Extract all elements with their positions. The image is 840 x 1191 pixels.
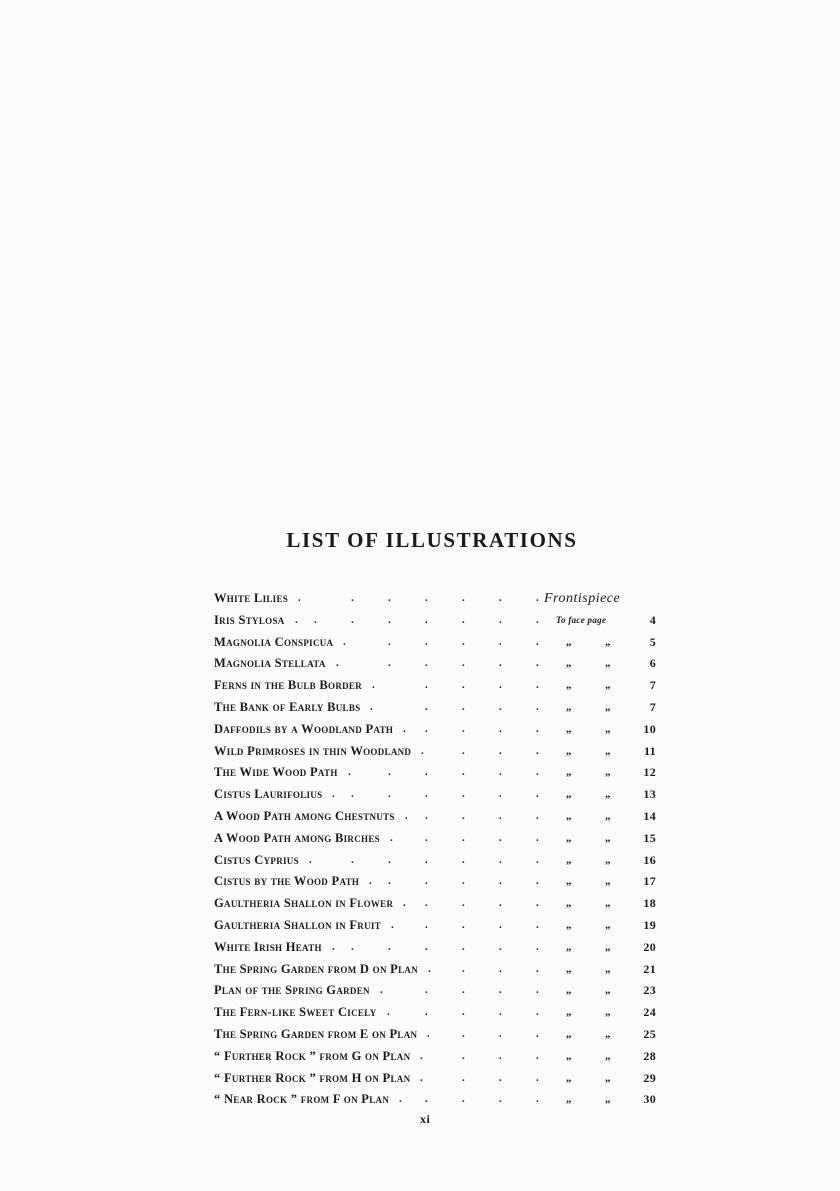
ditto-mark: „ [566,940,572,953]
leader-dot: . [332,788,336,801]
leader-dot: . [536,918,540,931]
ditto-mark: „ [605,918,611,931]
illustration-title: Iris Stylosa [214,612,285,627]
leader-dot: . [499,679,503,692]
illustration-entry [214,1046,656,1068]
illustration-entry [214,1089,656,1111]
dot-leader [214,1002,544,1024]
leader-dot: . [421,744,425,757]
illustration-entry [214,675,656,697]
leader-dot: . [462,1006,466,1019]
leader-dot: . [499,766,503,779]
page-number: 11 [644,743,656,758]
leader-dot: . [536,1027,540,1040]
leader-dot: . [351,613,355,626]
page-number: 12 [643,765,656,780]
page-number: 20 [643,939,656,954]
illustration-title: The Spring Garden from D on Plan [214,961,419,976]
ditto-mark: „ [605,962,611,975]
leader-dot: . [420,1049,424,1062]
illustration-entry [214,784,656,806]
dot-leader [214,806,544,828]
page-number: 19 [643,917,656,932]
illustration-entry [214,806,656,828]
leader-dot: . [298,592,302,604]
leader-dot: . [425,613,429,626]
leader-dot: . [332,940,336,953]
page-title: LIST OF ILLUSTRATIONS [286,528,578,552]
ditto-mark: „ [566,875,572,888]
leader-dot: . [369,875,373,888]
page-number: 10 [643,721,656,736]
leader-dot: . [462,635,466,648]
leader-dot: . [536,962,540,975]
leader-dot: . [425,722,429,735]
leader-dot: . [351,853,355,866]
leader-dot: . [370,700,374,713]
ditto-mark: „ [566,766,572,779]
leader-dot: . [388,766,392,779]
to-face-page-label: To face page [556,614,607,625]
ditto-mark: „ [566,831,572,844]
ditto-mark: „ [566,897,572,910]
illustration-entry [214,871,656,893]
ditto-mark: „ [605,853,611,866]
ditto-mark: „ [605,766,611,779]
leader-dot: . [499,918,503,931]
leader-dot: . [425,592,429,604]
dot-leader [214,1046,544,1068]
illustration-title: The Fern-like Sweet Cicely [214,1005,377,1020]
ditto-mark: „ [566,984,572,997]
page-number: 15 [643,830,656,845]
leader-dot: . [499,1093,503,1106]
ditto-mark: „ [605,744,611,757]
leader-dot: . [388,788,392,801]
page-number: 7 [649,678,656,693]
illustration-entry [214,741,656,763]
leader-dot: . [462,700,466,713]
leader-dot: . [536,875,540,888]
leader-dot: . [462,679,466,692]
page-number: 16 [643,852,656,867]
dot-leader [214,741,544,763]
dot-leader [214,937,544,959]
leader-dot: . [343,635,347,648]
leader-dot: . [536,788,540,801]
leader-dot: . [499,1049,503,1062]
leader-dot: . [425,984,429,997]
illustration-title: The Wide Wood Path [214,765,338,780]
leader-dot: . [462,918,466,931]
ditto-mark: „ [566,722,572,735]
illustration-title: Cistus Laurifolius [214,787,323,802]
leader-dot: . [536,984,540,997]
leader-dot: . [425,766,429,779]
page-number: 7 [649,699,656,714]
leader-dot: . [351,788,355,801]
ditto-mark: „ [566,788,572,801]
leader-dot: . [314,613,318,626]
page-number: 21 [643,961,656,976]
ditto-mark: „ [605,831,611,844]
page-number: 24 [643,1005,656,1020]
ditto-mark: „ [566,744,572,757]
illustration-entry [214,1024,656,1046]
leader-dot: . [462,984,466,997]
leader-dot: . [388,940,392,953]
leader-dot: . [425,897,429,910]
dot-leader [214,653,544,675]
leader-dot: . [309,853,313,866]
leader-dot: . [462,809,466,822]
frontispiece-label: Frontispiece [544,591,621,606]
illustration-title: “ Near Rock ” from F on Plan [214,1092,390,1107]
leader-dot: . [499,592,503,604]
illustration-entry [214,893,656,915]
leader-dot: . [499,635,503,648]
leader-dot: . [499,722,503,735]
page-folio: xi [420,1112,431,1126]
leader-dot: . [536,657,540,670]
illustration-title: Wild Primroses in thin Woodland [214,743,412,758]
leader-dot: . [536,1006,540,1019]
leader-dot: . [462,766,466,779]
leader-dot: . [499,984,503,997]
page-number: 28 [643,1048,656,1063]
ditto-mark: „ [566,1027,572,1040]
page-number: 17 [643,874,656,889]
leader-dot: . [462,1093,466,1106]
illustration-entry [214,610,656,632]
leader-dot: . [536,1093,540,1106]
dot-leader [214,1089,544,1111]
leader-dot: . [536,744,540,757]
dot-leader [214,632,544,654]
ditto-mark: „ [605,875,611,888]
ditto-mark: „ [605,700,611,713]
leader-dot: . [390,831,394,844]
dot-leader [214,1068,544,1090]
page-number: 25 [643,1026,656,1041]
leader-dot: . [425,635,429,648]
leader-dot: . [387,1006,391,1019]
illustration-title: Cistus by the Wood Path [214,874,360,889]
leader-dot: . [536,1071,540,1084]
leader-dot: . [499,700,503,713]
illustration-entry [214,1068,656,1090]
ditto-mark: „ [605,897,611,910]
leader-dot: . [462,722,466,735]
leader-dot: . [499,831,503,844]
dot-leader [214,980,544,1002]
illustration-title: White Irish Heath [214,939,322,954]
page-number: 13 [643,787,656,802]
page-number: 23 [643,983,656,998]
leader-dot: . [388,853,392,866]
illustration-entry [214,762,656,784]
illustration-entry [214,850,656,872]
leader-dot: . [499,962,503,975]
ditto-mark: „ [605,657,611,670]
ditto-mark: „ [566,1071,572,1084]
dot-leader [214,675,544,697]
illustration-entry [214,915,656,937]
illustration-entry [214,1002,656,1024]
illustration-entry [214,697,656,719]
illustration-title: Ferns in the Bulb Border [214,678,363,693]
ditto-mark: „ [566,635,572,648]
leader-dot: . [427,1027,431,1040]
leader-dot: . [336,657,340,670]
page-number: 6 [649,656,656,671]
ditto-mark: „ [566,918,572,931]
leader-dot: . [536,635,540,648]
illustration-entry [214,588,656,610]
ditto-mark: „ [566,1093,572,1106]
illustration-title: The Bank of Early Bulbs [214,699,361,714]
leader-dot: . [388,875,392,888]
ditto-mark: „ [605,788,611,801]
ditto-mark: „ [566,700,572,713]
dot-leader [214,588,544,610]
leader-dot: . [388,657,392,670]
illustration-title: A Wood Path among Birches [214,830,380,845]
leader-dot: . [462,592,466,604]
illustration-entry [214,937,656,959]
dot-leader [214,719,544,741]
dot-leader [214,784,544,806]
leader-dot: . [462,875,466,888]
illustration-title: A Wood Path among Chestnuts [214,808,395,823]
leader-dot: . [391,918,395,931]
dot-leader [214,915,544,937]
leader-dot: . [499,1006,503,1019]
leader-dot: . [499,657,503,670]
leader-dot: . [403,897,407,910]
leader-dot: . [425,918,429,931]
leader-dot: . [499,744,503,757]
illustration-entry [214,828,656,850]
illustration-entry [214,980,656,1002]
ditto-mark: „ [566,809,572,822]
leader-dot: . [536,853,540,866]
dot-leader [214,762,544,784]
illustration-title: Plan of the Spring Garden [214,983,370,998]
ditto-mark: „ [605,984,611,997]
leader-dot: . [348,766,352,779]
ditto-mark: „ [566,853,572,866]
page-number: 30 [643,1092,656,1107]
ditto-mark: „ [605,679,611,692]
leader-dot: . [425,679,429,692]
illustration-title: Magnolia Conspicua [214,634,334,649]
leader-dot: . [499,875,503,888]
leader-dot: . [499,853,503,866]
dot-leader [214,959,544,981]
dot-leader [214,610,544,632]
ditto-mark: „ [605,940,611,953]
leader-dot: . [428,962,432,975]
leader-dot: . [462,853,466,866]
leader-dot: . [462,1049,466,1062]
dot-leader [214,893,544,915]
leader-dot: . [536,613,540,626]
illustration-entry [214,653,656,675]
leader-dot: . [536,809,540,822]
ditto-mark: „ [605,1049,611,1062]
leader-dot: . [462,831,466,844]
leader-dot: . [425,853,429,866]
leader-dot: . [536,1049,540,1062]
leader-dot: . [403,722,407,735]
leader-dot: . [425,831,429,844]
leader-dot: . [425,1093,429,1106]
leader-dot: . [425,809,429,822]
leader-dot: . [462,897,466,910]
leader-dot: . [405,809,409,822]
leader-dot: . [499,788,503,801]
leader-dot: . [499,1071,503,1084]
leader-dot: . [388,635,392,648]
leader-dot: . [536,700,540,713]
ditto-mark: „ [566,962,572,975]
leader-dot: . [462,657,466,670]
leader-dot: . [295,613,299,626]
ditto-mark: „ [566,1006,572,1019]
illustration-title: “ Further Rock ” from G on Plan [214,1048,411,1063]
leader-dot: . [462,613,466,626]
illustration-title: Gaultheria Shallon in Fruit [214,917,381,932]
ditto-mark: „ [566,679,572,692]
ditto-mark: „ [605,809,611,822]
illustration-title: White Lilies [214,591,289,605]
ditto-mark: „ [605,722,611,735]
leader-dot: . [420,1071,424,1084]
leader-dot: . [425,788,429,801]
leader-dot: . [351,592,355,604]
dot-leader [214,871,544,893]
ditto-mark: „ [605,1006,611,1019]
page-number: 5 [649,634,656,649]
leader-dot: . [499,1027,503,1040]
dot-leader [214,850,544,872]
ditto-mark: „ [605,635,611,648]
illustration-entry [214,959,656,981]
leader-dot: . [536,766,540,779]
illustration-entry [214,719,656,741]
illustration-title: The Spring Garden from E on Plan [214,1026,418,1041]
leader-dot: . [462,1027,466,1040]
leader-dot: . [425,1006,429,1019]
leader-dot: . [499,897,503,910]
dot-leader [214,828,544,850]
leader-dot: . [425,875,429,888]
page-number: 4 [649,612,656,627]
leader-dot: . [536,831,540,844]
leader-dot: . [425,940,429,953]
leader-dot: . [462,1071,466,1084]
leader-dot: . [388,613,392,626]
leader-dot: . [536,592,540,604]
ditto-mark: „ [605,1071,611,1084]
ditto-mark: „ [566,657,572,670]
page-number: 29 [643,1070,656,1085]
leader-dot: . [536,722,540,735]
illustrations-list [214,588,656,1111]
page-number: 14 [643,808,656,823]
ditto-mark: „ [605,1027,611,1040]
leader-dot: . [499,613,503,626]
illustration-title: “ Further Rock ” from H on Plan [214,1070,411,1085]
illustration-entry [214,632,656,654]
leader-dot: . [399,1093,403,1106]
illustration-title: Daffodils by a Woodland Path [214,721,394,736]
dot-leader [214,697,544,719]
leader-dot: . [499,940,503,953]
leader-dot: . [462,744,466,757]
illustration-title: Magnolia Stellata [214,656,326,671]
ditto-mark: „ [605,1093,611,1106]
leader-dot: . [425,700,429,713]
leader-dot: . [536,897,540,910]
leader-dot: . [536,679,540,692]
page-number: 18 [643,896,656,911]
leader-dot: . [351,940,355,953]
leader-dot: . [462,962,466,975]
leader-dot: . [536,940,540,953]
leader-dot: . [499,809,503,822]
leader-dot: . [388,592,392,604]
illustration-title: Gaultheria Shallon in Flower [214,896,394,911]
leader-dot: . [372,679,376,692]
leader-dot: . [462,940,466,953]
leader-dot: . [380,984,384,997]
dot-leader [214,1024,544,1046]
leader-dot: . [462,788,466,801]
leader-dot: . [425,657,429,670]
ditto-mark: „ [566,1049,572,1062]
illustration-title: Cistus Cyprius [214,852,299,867]
